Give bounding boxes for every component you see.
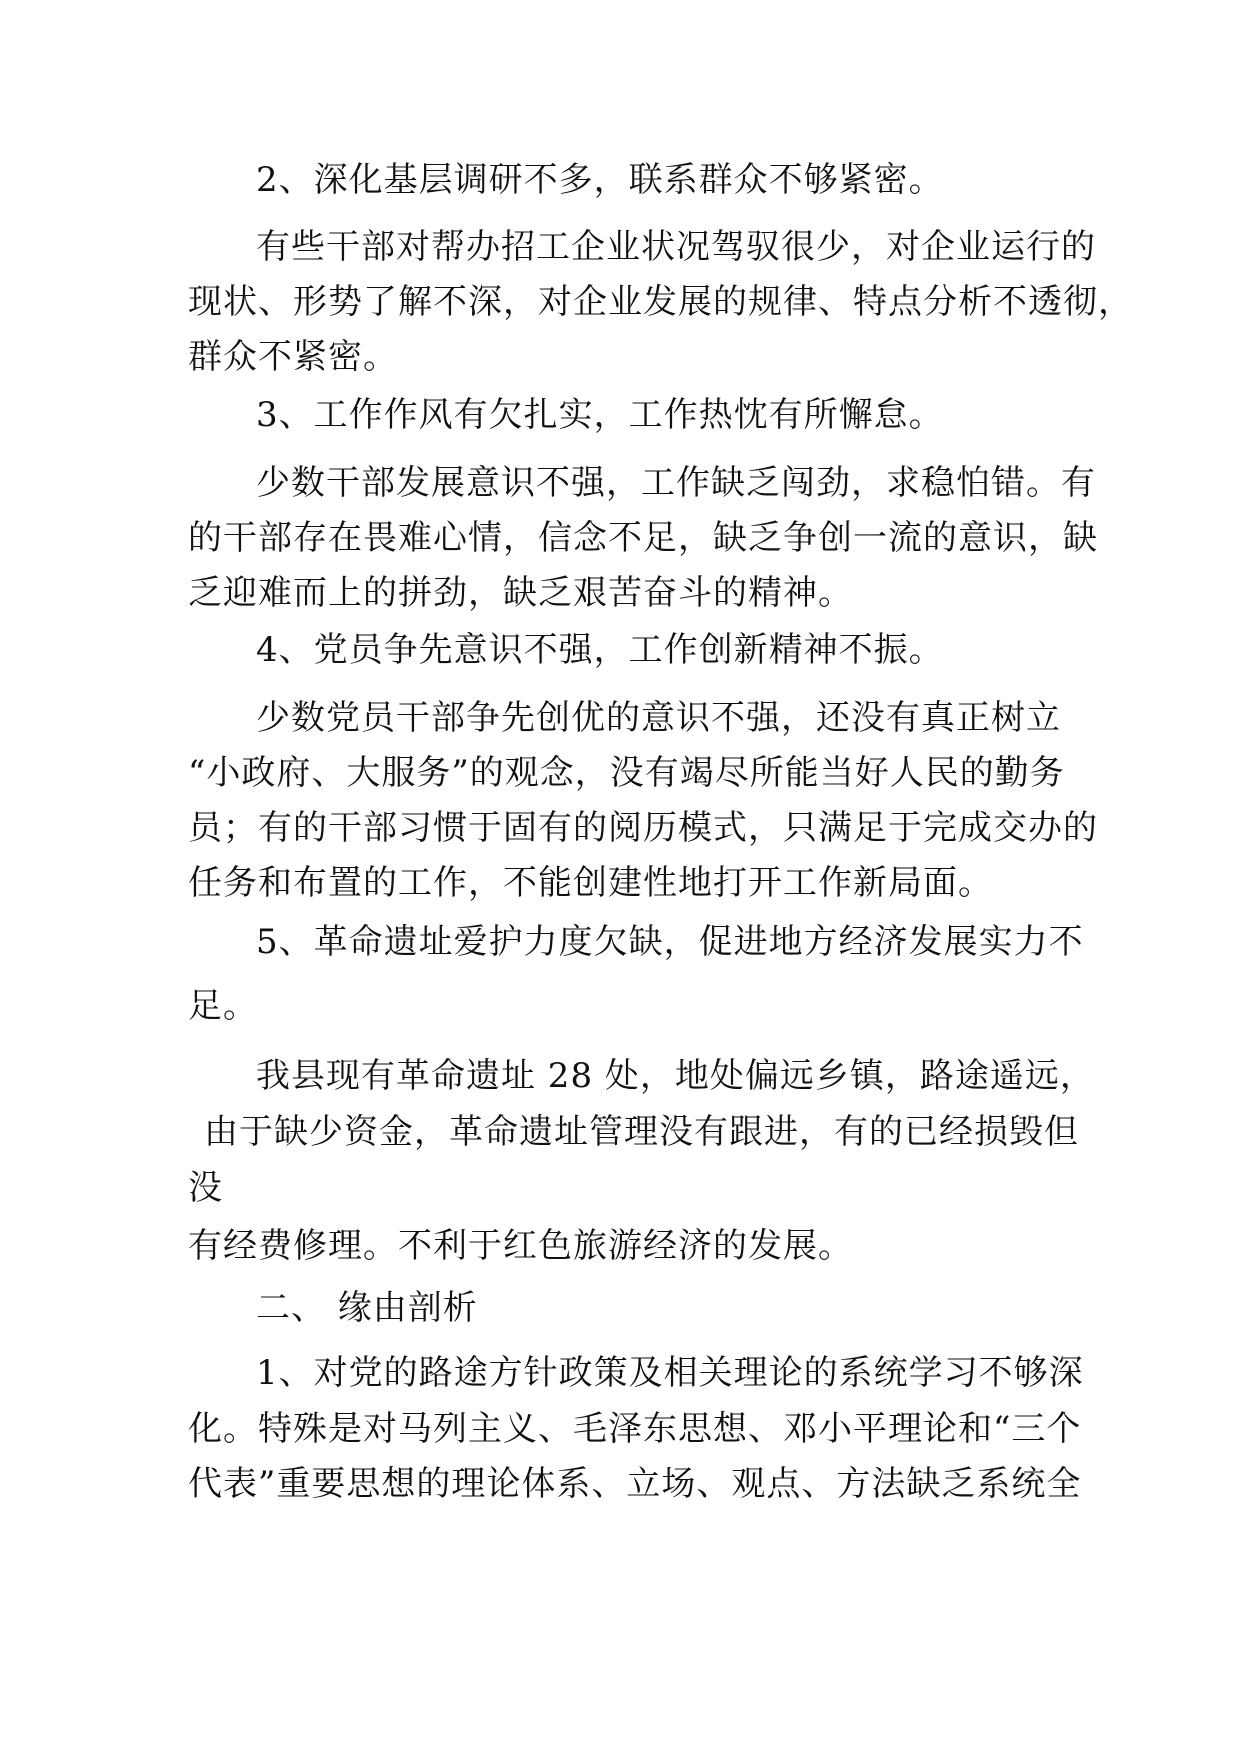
paragraph-line: 现状、形势了解不深，对企业发展的规律、特点分析不透彻，: [188, 282, 1133, 322]
heading-item-4: 4、党员争先意识不强，工作创新精神不振。: [256, 630, 944, 670]
paragraph-line: 我县现有革命遗址 28 处，地处偏远乡镇，路途遥远，: [256, 1056, 1095, 1096]
paragraph-line: 乏迎难而上的拼劲，缺乏艰苦奋斗的精神。: [188, 573, 853, 613]
paragraph-line: 员；有的干部习惯于固有的阅历模式，只满足于完成交办的: [188, 808, 1098, 848]
paragraph-line: 任务和布置的工作，不能创建性地打开工作新局面。: [188, 863, 993, 903]
heading-item-5: 5、革命遗址爱护力度欠缺，促进地方经济发展实力不: [256, 922, 1084, 962]
paragraph-line: 代表”重要思想的理论体系、立场、观点、方法缺乏系统全: [188, 1464, 1082, 1504]
section-heading-two: 二、 缘由剖析: [256, 1288, 478, 1328]
heading-item-5-continued: 足。: [188, 986, 258, 1026]
paragraph-line: 有经费修理。不利于红色旅游经济的发展。: [188, 1226, 853, 1266]
paragraph-line: 没: [188, 1168, 223, 1208]
paragraph-line: 由于缺少资金，革命遗址管理没有跟进，有的已经损毁但: [204, 1112, 1079, 1152]
paragraph-line: 有些干部对帮办招工企业状况驾驭很少，对企业运行的: [256, 227, 1096, 267]
paragraph-line: 群众不紧密。: [188, 337, 398, 377]
paragraph-line: “小政府、大服务”的观念，没有竭尽所能当好人民的勤务: [188, 753, 1065, 793]
paragraph-line: 少数干部发展意识不强，工作缺乏闯劲，求稳怕错。有: [256, 463, 1096, 503]
paragraph-line: 化。特殊是对马列主义、毛泽东思想、邓小平理论和“三个: [188, 1409, 1082, 1449]
heading-item-3: 3、工作作风有欠扎实，工作热忱有所懈怠。: [256, 395, 944, 435]
paragraph-line: 1、对党的路途方针政策及相关理论的系统学习不够深: [256, 1353, 1084, 1393]
paragraph-line: 少数党员干部争先创优的意识不强，还没有真正树立: [256, 698, 1061, 738]
paragraph-line: 的干部存在畏难心情，信念不足，缺乏争创一流的意识，缺: [188, 518, 1098, 558]
heading-item-2: 2、深化基层调研不多，联系群众不够紧密。: [256, 160, 944, 200]
